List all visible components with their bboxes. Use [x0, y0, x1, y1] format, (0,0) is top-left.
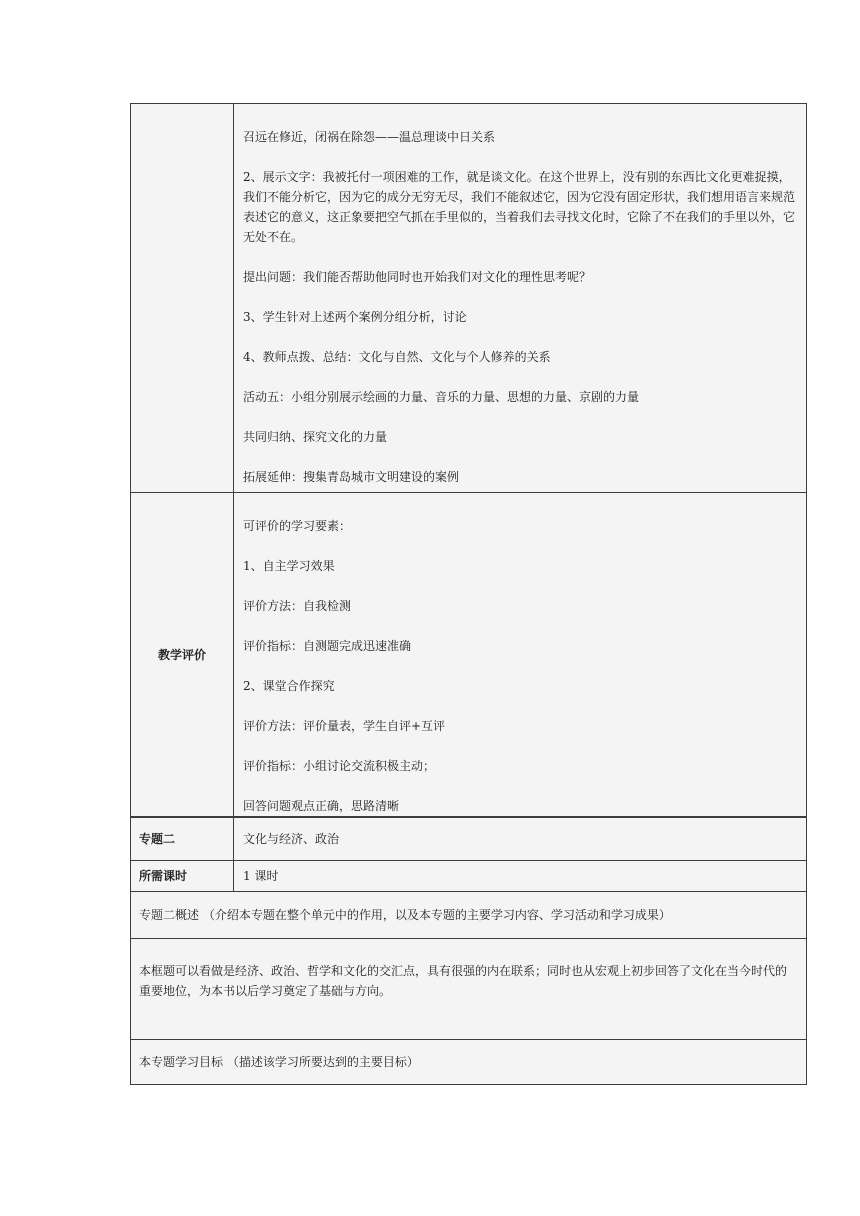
overview-heading: 专题二概述 （介绍本专题在整个单元中的作用，以及本专题的主要学习内容、学习活动和学习成果） — [139, 908, 671, 922]
evaluation-paragraph: 评价指标：小组讨论交流积极主动； — [243, 759, 436, 773]
evaluation-paragraph: 评价指标：自测题完成迅速准确 — [243, 639, 412, 653]
objectives-heading-cell — [131, 1040, 807, 1085]
evaluation-label: 教学评价 — [157, 647, 206, 662]
evaluation-paragraph: 评价方法：评价量表，学生自评+互评 — [243, 719, 446, 733]
evaluation-row — [131, 493, 807, 818]
hours-label-cell — [131, 861, 234, 892]
overview-heading-row — [131, 892, 807, 939]
activity-paragraph: 提出问题：我们能否帮助他同时也开始我们对文化的理性思考呢？ — [243, 270, 592, 284]
objectives-heading: 本专题学习目标 （描述该学习所要达到的主要目标） — [139, 1055, 419, 1069]
overview-text-cell — [131, 939, 807, 1040]
evaluation-paragraph: 回答问题观点正确，思路清晰 — [243, 799, 400, 813]
topic2-row — [131, 817, 807, 861]
hours-label: 所需课时 — [139, 869, 188, 883]
activities-label-cell — [131, 104, 234, 493]
activity-paragraph: 召远在修近，闭祸在除怨——温总理谈中日关系 — [243, 130, 496, 144]
topic2-label: 专题二 — [139, 832, 176, 846]
evaluation-paragraph: 评价方法：自我检测 — [243, 599, 352, 613]
overview-text-row — [131, 939, 807, 1040]
objectives-heading-row — [131, 1040, 807, 1085]
overview-text: 本框题可以看做是经济、政治、哲学和文化的交汇点，具有很强的内在联系；同时也从宏观上初步回答了文化在当今时代的重要地位，为本书以后学习奠定了基础与方向。 — [139, 964, 788, 998]
evaluation-paragraph: 1、自主学习效果 — [243, 559, 335, 573]
activity-paragraph: 拓展延伸：搜集青岛城市文明建设的案例 — [243, 470, 460, 484]
topic2-value: 文化与经济、政治 — [243, 832, 340, 846]
evaluation-paragraph: 2、课堂合作探究 — [243, 679, 335, 693]
activity-paragraph: 4、教师点拨、总结：文化与自然、文化与个人修养的关系 — [243, 350, 551, 364]
topic2-label-cell — [131, 817, 234, 861]
hours-row — [131, 861, 807, 892]
evaluation-paragraph: 可评价的学习要素： — [243, 519, 352, 533]
hours-value-cell — [234, 861, 807, 892]
lesson-plan-table — [130, 103, 807, 1085]
activity-paragraph: 活动五：小组分别展示绘画的力量、音乐的力量、思想的力量、京剧的力量 — [243, 390, 640, 404]
activities-row — [131, 104, 807, 493]
activity-paragraph: 2、展示文字：我被托付一项困难的工作，就是谈文化。在这个世界上，没有别的东西比文化更难捉摸，我们不能分析它，因为它的成分无穷无尽，我们不能叙述它，因为它没有固定形状，我们想用语言来规范表述它的意义，这正象要把空气抓在手里似的，当着我们去寻找文化时，它除了不在我们的手里以外，它无处不在。 — [243, 170, 796, 244]
evaluation-label-cell — [131, 493, 234, 818]
activity-paragraph: 共同归纳、探究文化的力量 — [243, 430, 388, 444]
overview-heading-cell — [131, 892, 807, 939]
activities-content-cell — [234, 104, 807, 493]
topic2-value-cell — [234, 817, 807, 861]
activity-paragraph: 3、学生针对上述两个案例分组分析，讨论 — [243, 310, 467, 324]
hours-value: 1 课时 — [243, 869, 279, 883]
evaluation-content-cell — [234, 493, 807, 818]
